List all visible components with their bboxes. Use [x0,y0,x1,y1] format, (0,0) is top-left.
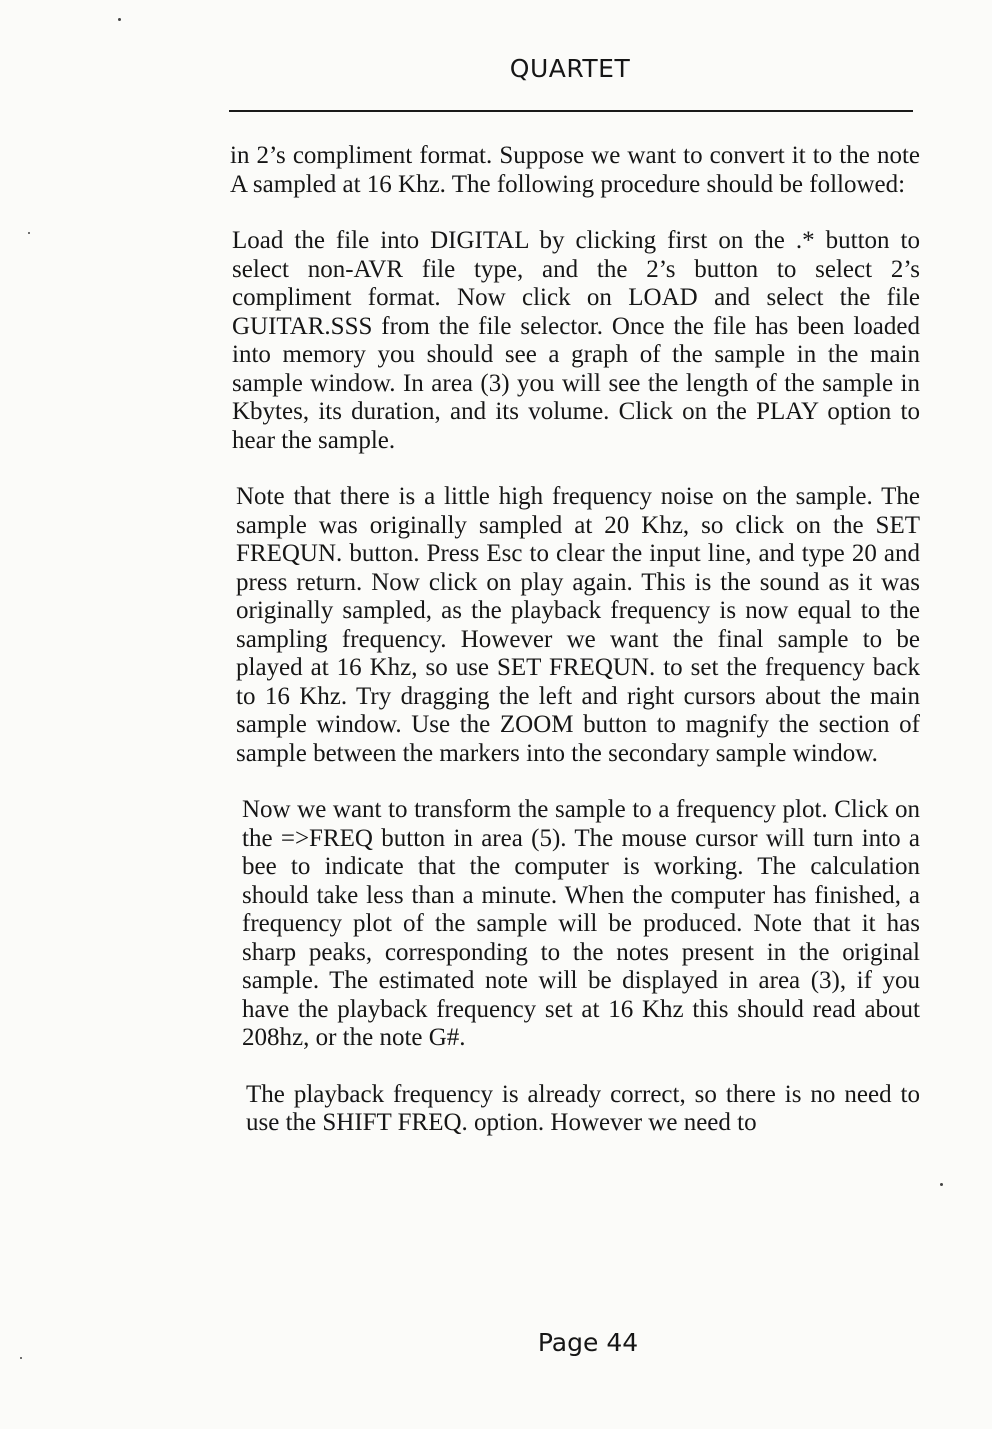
paragraph-3: Note that there is a little high frequency noise on the sample. The sample was originally sampled at 20 Khz, so click on the SET FREQUN. button. Press Esc to clear the input line, and type 20 and press return. Now click on play again. This is the sound as it was originally sampled, as the playback frequency is now equal to the sampling frequency. However we want the final sample to be played at 16 Khz, so use SET FREQUN. to set the frequency back to 16 Khz. Try dragging the left and right cursors about the main sample window. Use the ZOOM button to magnify the section of sample between the markers into the secondary sample window. [236,483,920,767]
paragraph-5: The playback frequency is already correct, so there is no need to use the SHIFT FREQ. option. However we need to [246,1080,920,1136]
scan-speck [118,18,121,21]
scan-speck [20,1357,22,1359]
body-text [230,142,920,1166]
paragraph-1: in 2’s compliment format. Suppose we want to convert it to the note A sampled at 16 Khz. The following procedure should be followed: [230,142,920,198]
page-number: Page 44 [537,1328,639,1357]
paragraph-4: Now we want to transform the sample to a frequency plot. Click on the =>FREQ button in area (5). The mouse cursor will turn into a bee to indicate that the computer is working. The calculation should take less than a minute. When the computer has finished, a frequency plot of the sample will be produced. Note that it has sharp peaks, corresponding to the notes present in the original sample. The estimated note will be displayed in area (3), if you have the playback frequency set at 16 Khz this should read about 208hz, or the note G#. [242,796,920,1051]
page-header-title: QUARTET [509,54,631,83]
scan-speck [28,232,30,234]
scan-speck [940,1183,943,1186]
header-rule [229,110,913,112]
paragraph-2: Load the file into DIGITAL by clicking first on the .* button to select non-AVR file type, and the 2’s button to select 2’s compliment format. Now click on LOAD and select the file GUITAR.SSS from the file selector. Once the file has been loaded into memory you should see a graph of the sample in the main sample window. In area (3) you will see the length of the sample in Kbytes, its duration, and its volume. Click on the PLAY option to hear the sample. [232,227,920,454]
